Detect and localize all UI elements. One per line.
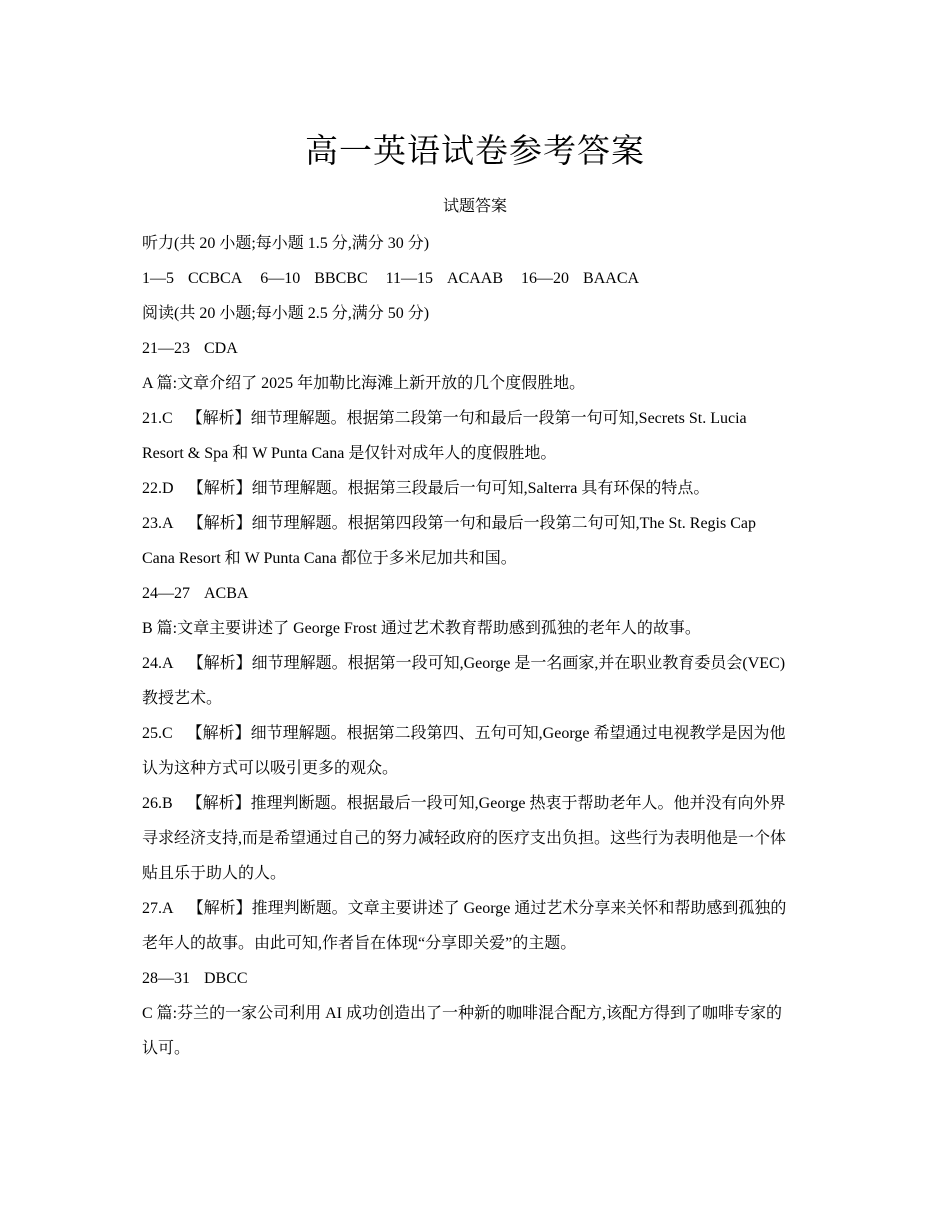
explanation-27-cont: 老年人的故事。由此可知,作者旨在体现“分享即关爱”的主题。 [142, 935, 577, 952]
explanation-23-cont: Cana Resort 和 W Punta Cana 都位于多米尼加共和国。 [142, 550, 517, 567]
explanation-23: 23.A 【解析】细节理解题。根据第四段第一句和最后一段第二句可知,The St. Regis Cap [142, 515, 757, 532]
explanation-24-cont: 教授艺术。 [142, 690, 223, 707]
page-subtitle: 试题答案 [442, 198, 507, 215]
explanation-25: 25.C 【解析】细节理解题。根据第二段第四、五句可知,George 希望通过电视教学是因为他 [142, 725, 786, 742]
explanation-25-cont: 认为这种方式可以吸引更多的观众。 [142, 760, 399, 777]
answer-group: 1—5 CCBCA [142, 270, 243, 287]
explanation-27: 27.A 【解析】推理判断题。文章主要讲述了 George 通过艺术分享来关怀和帮助感到孤独的 [142, 900, 787, 917]
passage-c-summary: C 篇:芬兰的一家公司利用 AI 成功创造出了一种新的咖啡混合配方,该配方得到了咖啡专家的 [142, 1005, 783, 1022]
explanation-26-cont: 寻求经济支持,而是希望通过自己的努力减轻政府的医疗支出负担。这些行为表明他是一个体 [142, 830, 787, 847]
explanation-22: 22.D 【解析】细节理解题。根据第三段最后一句可知,Salterra 具有环保的特点。 [142, 480, 710, 497]
passage-a-summary: A 篇:文章介绍了 2025 年加勒比海滩上新开放的几个度假胜地。 [142, 375, 586, 392]
section-header-reading: 阅读(共 20 小题;每小题 2.5 分,满分 50 分) [142, 305, 430, 322]
answer-group: 6—10 BBCBC [260, 270, 368, 287]
explanation-24: 24.A 【解析】细节理解题。根据第一段可知,George 是一名画家,并在职业教育委员会(VEC) [142, 655, 786, 672]
answer-group-c: 28—31 DBCC [142, 970, 248, 987]
page-title: 高一英语试卷参考答案 [305, 134, 645, 170]
section-header-listening: 听力(共 20 小题;每小题 1.5 分,满分 30 分) [142, 235, 430, 252]
document-body [142, 226, 810, 1066]
passage-b-summary: B 篇:文章主要讲述了 George Frost 通过艺术教育帮助感到孤独的老年人的故事。 [142, 620, 701, 637]
answer-group-a: 21—23 CDA [142, 340, 238, 357]
explanation-21: 21.C 【解析】细节理解题。根据第二段第一句和最后一段第一句可知,Secrets St. Lucia [142, 410, 747, 427]
answer-group: 16—20 BAACA [521, 270, 640, 287]
listening-answers [142, 261, 810, 296]
explanation-21-cont: Resort & Spa 和 W Punta Cana 是仅针对成年人的度假胜地。 [142, 445, 557, 462]
passage-c-summary-cont: 认可。 [142, 1040, 191, 1057]
answer-group-b: 24—27 ACBA [142, 585, 249, 602]
answer-group: 11—15 ACAAB [385, 270, 504, 287]
explanation-26-cont2: 贴且乐于助人的人。 [142, 865, 287, 882]
explanation-26: 26.B 【解析】推理判断题。根据最后一段可知,George 热衷于帮助老年人。他并没有向外界 [142, 795, 786, 812]
